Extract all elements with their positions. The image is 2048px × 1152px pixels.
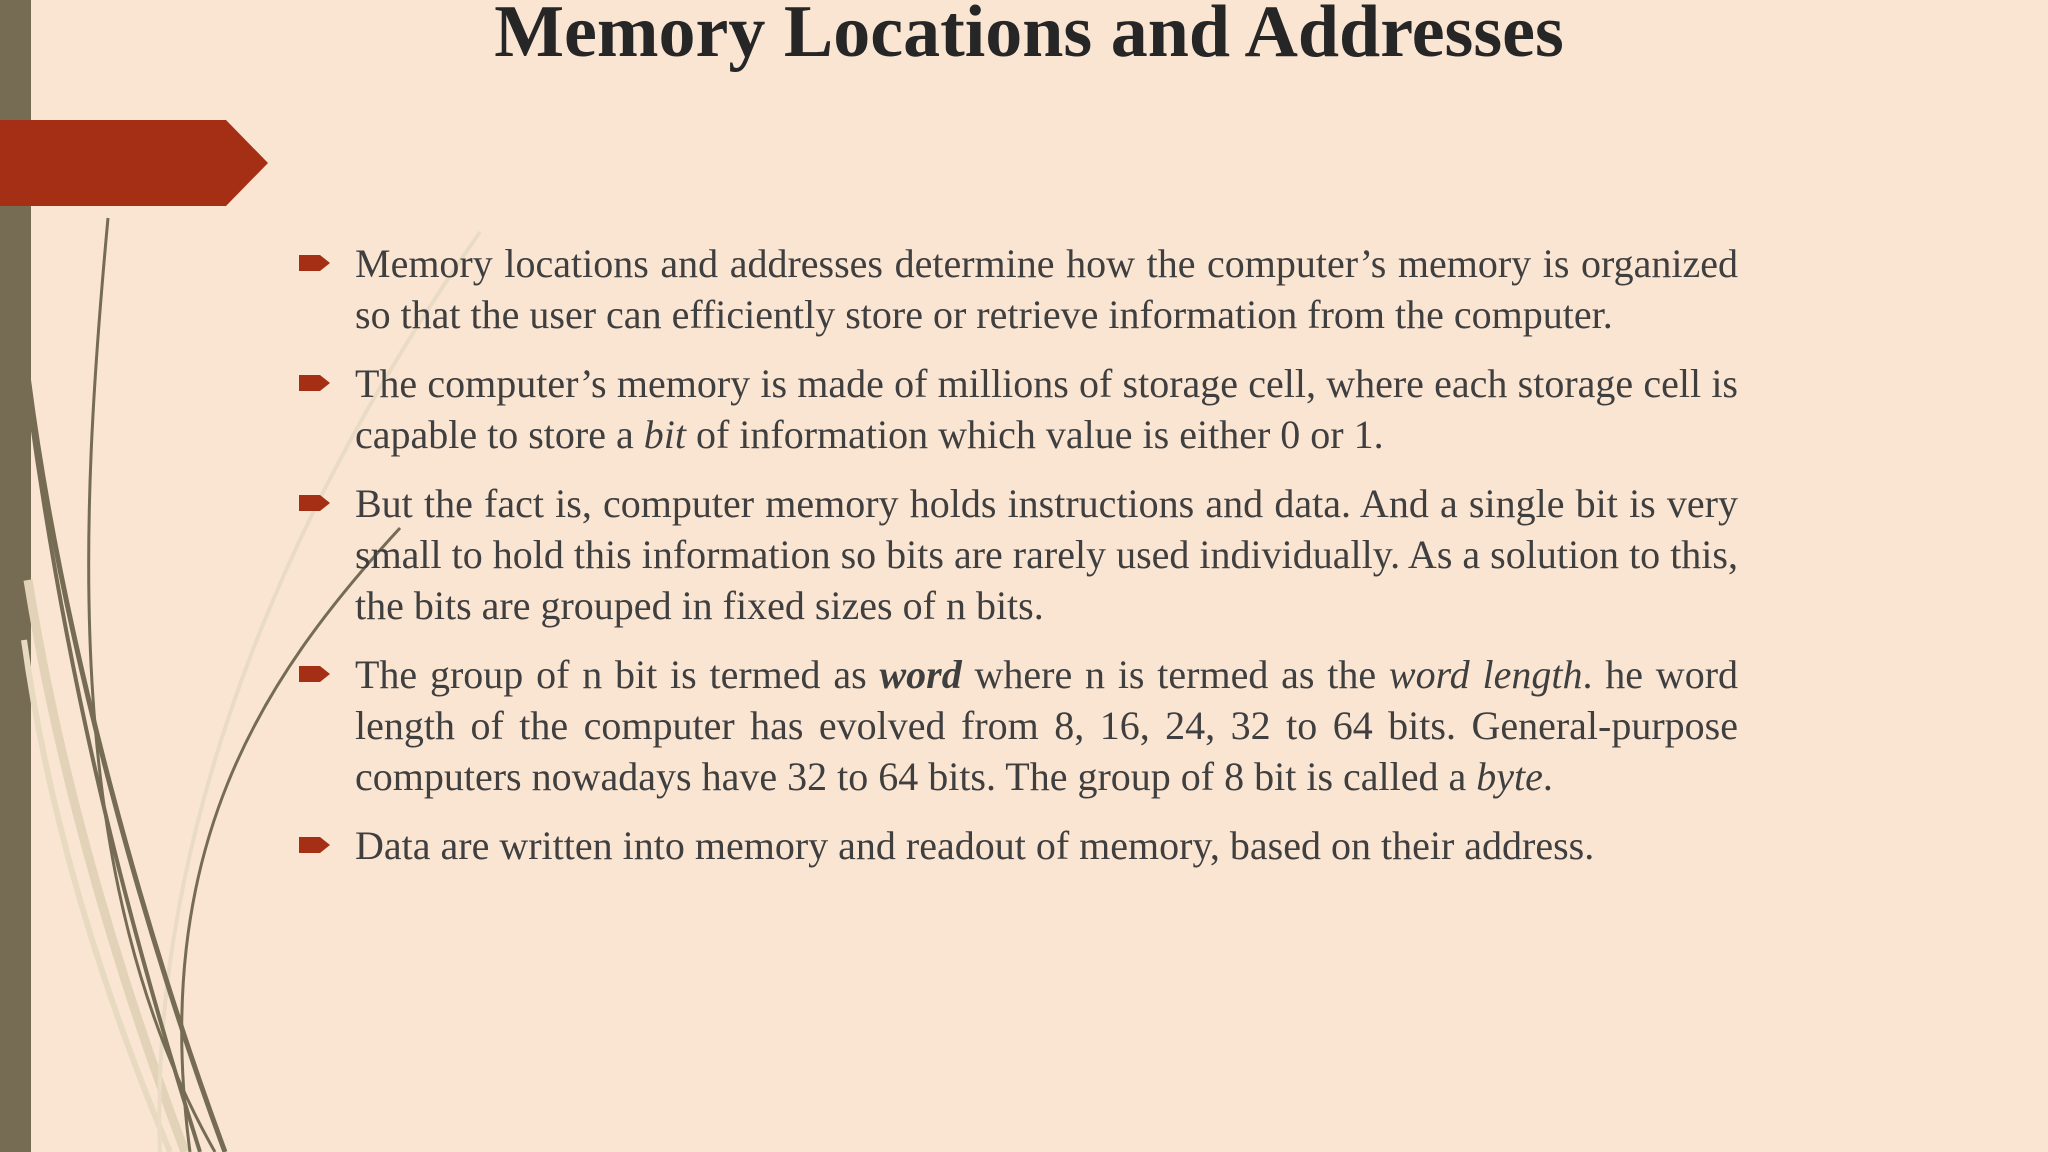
bullet-item (296, 238, 1738, 340)
bullet-text-run: . he word length of the computer has evolved from 8, 16, 24, 32 to 64 bits. General-purpose computers nowadays have 32 to 64 bits. The group of 8 bit is called a (355, 652, 1739, 799)
bullet-text-run: word length (1388, 652, 1583, 697)
bullet-text-run: byte (1476, 754, 1543, 799)
swoosh-dark-2 (30, 410, 200, 1152)
bullet-text (355, 652, 1738, 799)
bullet-text (355, 361, 1738, 457)
swoosh-dark-3 (89, 218, 215, 1152)
bullet-text-run: But the fact is, computer memory holds instructions and data. And a single bit is very small to hold this information so bits are rarely used individually. As a solution to this, the bits are grouped in fixed sizes of n bits. (355, 481, 1738, 628)
arrow-right-bullet-icon (299, 834, 331, 856)
bullet-item (296, 358, 1738, 460)
bullet-text-run: The group of n bit is termed as (355, 652, 880, 697)
bullet-text (355, 481, 1738, 628)
bullet-text-run: Data are written into memory and readout of memory, based on their address. (355, 823, 1595, 868)
bullet-text-run: where n is termed as the (961, 652, 1389, 697)
bullet-text-run: The computer’s memory is made of millions of storage cell, where each storage cell is capable to store a (355, 361, 1738, 457)
bullet-item (296, 820, 1738, 871)
bullet-text-run: bit (643, 412, 686, 457)
bullet-text (355, 241, 1738, 337)
arrow-right-bullet-icon (299, 252, 331, 274)
bullet-list (296, 238, 1738, 889)
arrow-right-bullet-icon (299, 492, 331, 514)
red-arrow-tab (0, 120, 270, 206)
bullet-text (355, 823, 1594, 868)
slide-title: Memory Locations and Addresses (494, 0, 1564, 73)
bullet-text-run: Memory locations and addresses determine how the computer’s memory is organized so that the user can efficiently store or retrieve information from the computer. (355, 241, 1738, 337)
bullet-text-run: word (879, 652, 962, 697)
bullet-item (296, 478, 1738, 631)
bullet-item (296, 649, 1738, 802)
arrow-right-bullet-icon (299, 663, 331, 685)
bullet-text-run: of information which value is either 0 or 1. (685, 412, 1384, 457)
bullet-text-run: . (1542, 754, 1553, 799)
arrow-right-bullet-icon (299, 372, 331, 394)
